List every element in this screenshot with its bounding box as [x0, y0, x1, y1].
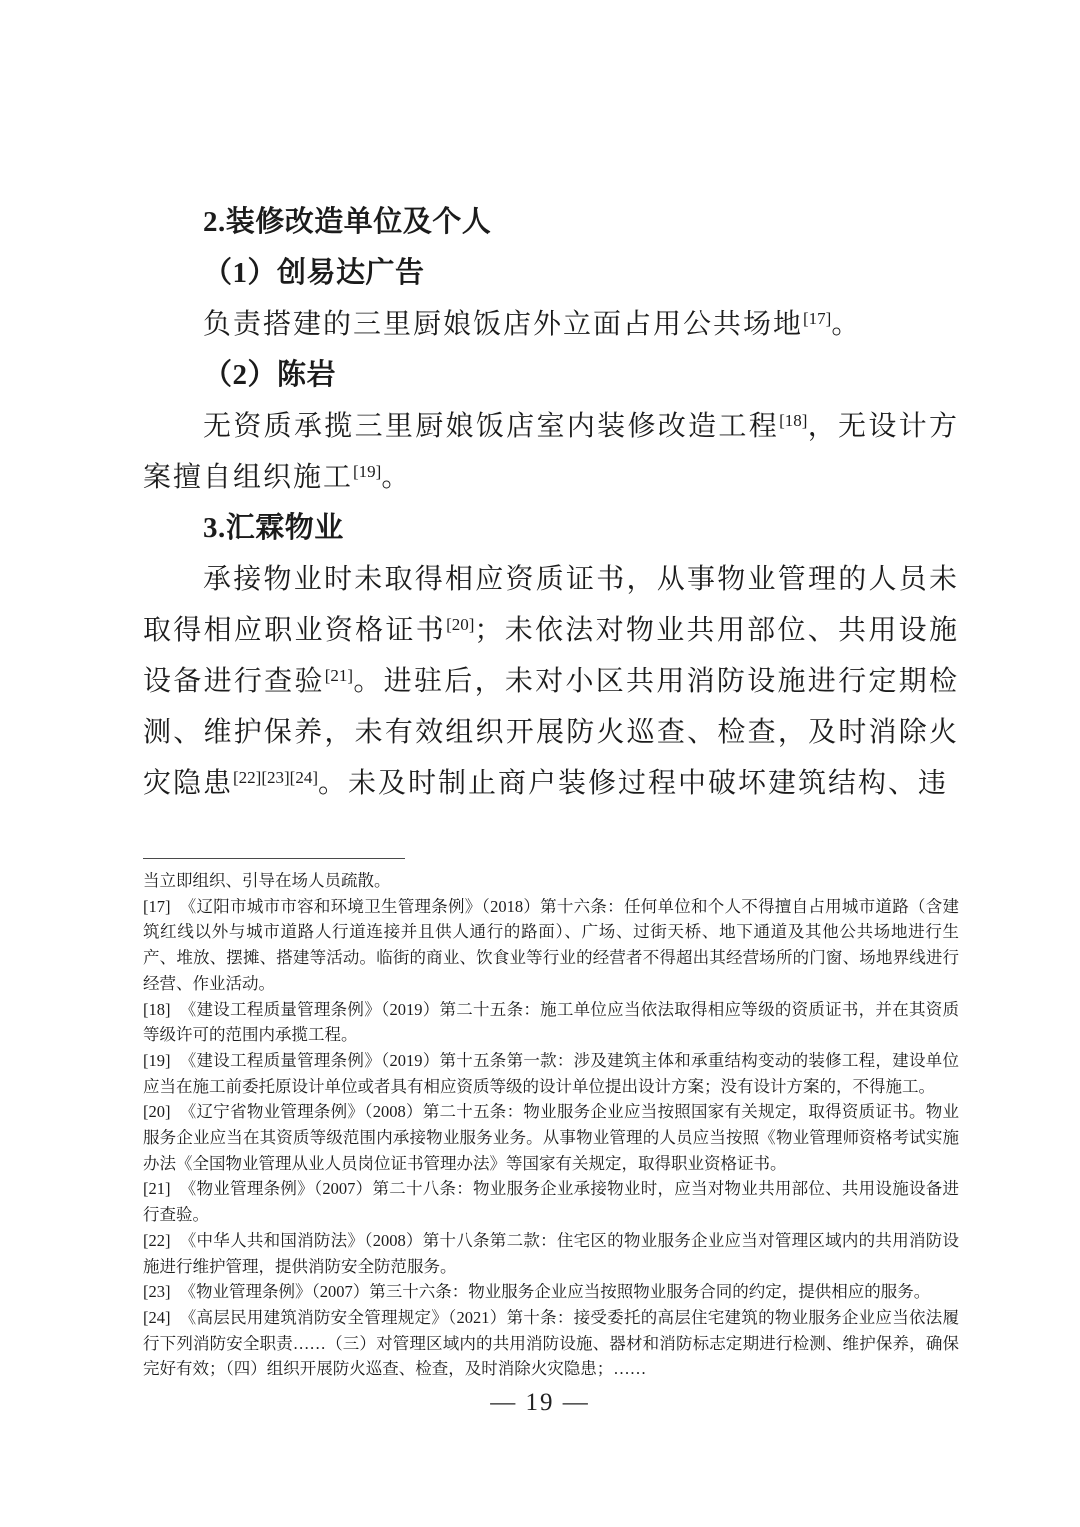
text-run: 无资质承揽三里厨娘饭店室内装修改造工程 [203, 411, 780, 442]
footnote-item-22 [143, 1228, 959, 1279]
text-run: ；未依法对物业共用部位、共用设施设备进行查验 [143, 615, 959, 697]
footnote-ref-22-23-24: [22][23][24] [233, 768, 318, 787]
paragraph-huilin-property [143, 554, 959, 809]
heading-chuangyida-ad: （1）创易达广告 [203, 257, 425, 289]
paragraph-chuangyida [143, 299, 959, 350]
heading-huilin-property: 3.汇霖物业 [203, 512, 344, 544]
heading-renovation-units: 2.装修改造单位及个人 [203, 206, 492, 238]
text-run: 。进驻后，未对小区共用消防设施进行定期检测、维护保养，未有效组织开展防火巡查、检查，及时消除火灾隐患 [143, 666, 959, 799]
footnote-separator [143, 858, 405, 859]
footnote-item-24 [143, 1305, 959, 1382]
footnote-item-21 [143, 1176, 959, 1227]
footnote-marker: [23] [143, 1282, 171, 1302]
footnote-item-20 [143, 1099, 959, 1176]
footnote-text: 《物业管理条例》（2007）第二十八条：物业服务企业承接物业时，应当对物业共用部位、共用设施设备进行查验。 [143, 1179, 959, 1225]
footnote-item-19 [143, 1048, 959, 1099]
footnote-continuation: 当立即组织、引导在场人员疏散。 [143, 871, 391, 890]
footnote-ref-21: [21] [324, 666, 354, 685]
paragraph-chenyan [143, 401, 959, 503]
footnote-ref-17: [17] [803, 309, 832, 328]
footnote-text: 《高层民用建筑消防安全管理规定》（2021）第十条：接受委托的高层住宅建筑的物业服务企业应当依法履行下列消防安全职责……（三）对管理区域内的共用消防设施、器材和消防标志定期进行检测、维护保养，确保完好有效；（四）组织开展防火巡查、检查，及时消除火灾隐患；…… [143, 1307, 959, 1379]
main-content [143, 197, 959, 809]
footnote-marker: [24] [143, 1307, 171, 1327]
footnote-ref-20: [20] [446, 615, 475, 634]
footnotes-section [143, 858, 959, 1382]
footnote-item-17 [143, 894, 959, 997]
footnote-marker: [17] [143, 896, 171, 916]
footnote-text: 《中华人共和国消防法》（2008）第十八条第二款：住宅区的物业服务企业应当对管理区域内的共用消防设施进行维护管理，提供消防安全防范服务。 [143, 1230, 959, 1276]
footnote-ref-18: [18] [779, 411, 808, 430]
heading-chenyan: （2）陈岩 [203, 359, 337, 391]
footnote-text: 《物业管理条例》（2007）第三十六条：物业服务企业应当按照物业服务合同的约定，提供相应的服务。 [179, 1282, 931, 1302]
footnote-marker: [22] [143, 1230, 171, 1250]
text-run: ，无设计方案擅自组织施工 [143, 411, 959, 493]
footnote-marker: [21] [143, 1179, 171, 1199]
footnote-marker: [19] [143, 1050, 171, 1070]
footnote-text: 《辽宁省物业管理条例》（2008）第二十五条：物业服务企业应当按照国家有关规定，取得资质证书。物业服务企业应当在其资质等级范围内承接物业服务业务。从事物业管理的人员应当按照《物业管理师资格考试实施办法《全国物业管理从业人员岗位证书管理办法》等国家有关规定，取得职业资格证书。 [143, 1102, 959, 1173]
footnote-marker: [20] [143, 1102, 171, 1122]
footnote-marker: [18] [143, 999, 171, 1019]
page-number: — 19 — [490, 1389, 590, 1416]
text-run: 。 [831, 309, 862, 340]
footnote-text: 《建设工程质量管理条例》（2019）第十五条第一款：涉及建筑主体和承重结构变动的装修工程，建设单位应当在施工前委托原设计单位或者具有相应资质等级的设计单位提出设计方案；没有设计方案的，不得施工。 [143, 1050, 959, 1096]
footnote-item-18 [143, 997, 959, 1048]
text-run: 。未及时制止商户装修过程中破坏建筑结构、违 [317, 768, 948, 799]
footnote-ref-19: [19] [353, 462, 382, 481]
footnote-text: 《辽阳市城市市容和环境卫生管理条例》（2018）第十六条：任何单位和个人不得擅自占用城市道路（含建筑红线以外与城市道路人行道连接并且供人通行的路面）、广场、过街天桥、地下通道及其他公共场地进行生产、堆放、摆摊、搭建等活动。临街的商业、饮食业等行业的经营者不得超出其经营场所的门窗、场地界线进行经营、作业活动。 [143, 896, 959, 993]
text-run: 。 [381, 462, 412, 493]
footnote-text: 《建设工程质量管理条例》（2019）第二十五条：施工单位应当依法取得相应等级的资质证书，并在其资质等级许可的范围内承揽工程。 [143, 999, 959, 1045]
footnote-item-23 [143, 1279, 959, 1305]
text-run: 承接物业时未取得相应资质证书，从事物业管理的人员未取得相应职业资格证书 [143, 564, 959, 646]
text-run: 负责搭建的三里厨娘饭店外立面占用公共场地 [203, 309, 804, 340]
